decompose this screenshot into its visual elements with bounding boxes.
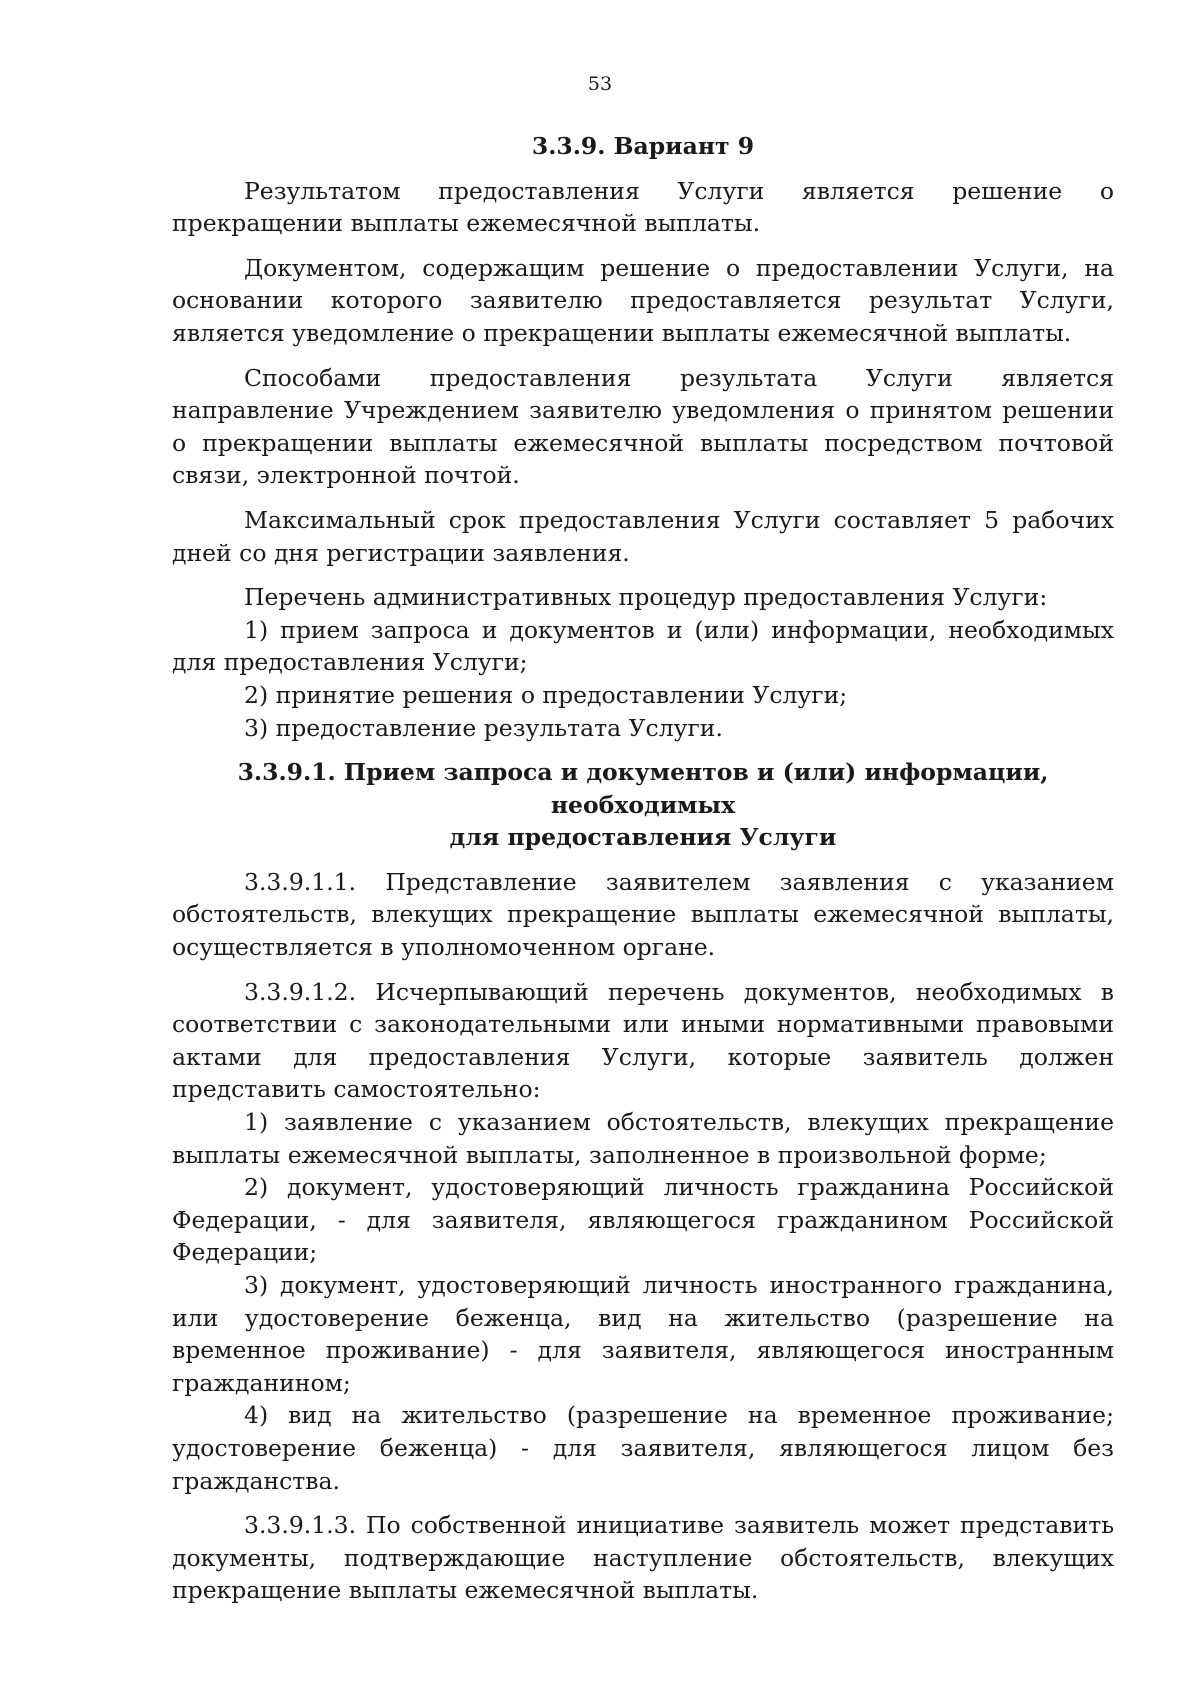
procedures-intro: Перечень административных процедур предоставления Услуги: <box>244 583 1048 612</box>
paragraph-result: Результатом предоставления Услуги является решение о прекращении выплаты ежемесячной выплаты. <box>172 176 1114 238</box>
clause-3-3-9-1-1: 3.3.9.1.1. Представление заявителем заявления с указанием обстоятельств, влекущих прекращение выплаты ежемесячной выплаты, осуществляется в уполномоченном органе. <box>172 867 1114 962</box>
clause-3-3-9-1-3: 3.3.9.1.3. По собственной инициативе заявитель может представить документы, подтверждающие наступление обстоятельств, влекущих прекращение выплаты ежемесячной выплаты. <box>172 1511 1114 1605</box>
paragraph-deadline: Максимальный срок предоставления Услуги составляет 5 рабочих дней со дня регистрации заявления. <box>172 505 1114 567</box>
subsection-heading <box>172 756 1114 854</box>
paragraph-methods: Способами предоставления результата Услуги является направление Учреждением заявителю уведомления о принятом решении о прекращении выплаты ежемесячной выплаты посредством почтовой связи, электронной почтой. <box>172 363 1114 490</box>
document-list-item: 1) заявление с указанием обстоятельств, влекущих прекращение выплаты ежемесячной выплаты, заполненное в произвольной форме; <box>172 1108 1114 1169</box>
procedure-item: 3) предоставление результата Услуги. <box>244 713 723 742</box>
subsection-heading-line1: 3.3.9.1. Прием запроса и документов и (или) информации, необходимых <box>237 758 1049 819</box>
paragraph-document: Документом, содержащим решение о предоставлении Услуги, на основании которого заявителю предоставляется результат Услуги, является уведомление о прекращении выплаты ежемесячной выплаты. <box>172 253 1114 347</box>
document-list-item: 2) документ, удостоверяющий личность гражданина Российской Федерации, - для заявителя, являющегося гражданином Российской Федерации; <box>172 1173 1114 1267</box>
procedure-item: 1) прием запроса и документов и (или) информации, необходимых для предоставления Услуги; <box>172 615 1114 677</box>
document-list-item: 4) вид на жительство (разрешение на временное проживание; удостоверение беженца) - для заявителя, являющегося лицом без гражданства. <box>172 1401 1114 1495</box>
page-number: 53 <box>587 73 613 95</box>
document-body <box>172 130 1114 1619</box>
document-list-item: 3) документ, удостоверяющий личность иностранного гражданина, или удостоверение беженца, вид на жительство (разрешение на временное проживание) - для заявителя, являющегося иностранным гражданином; <box>172 1271 1114 1397</box>
procedure-item: 2) принятие решения о предоставлении Услуги; <box>244 680 848 709</box>
clause-3-3-9-1-2: 3.3.9.1.2. Исчерпывающий перечень документов, необходимых в соответствии с законодательными или иными нормативными правовыми актами для предоставления Услуги, которые заявитель должен представить самостоятельно: <box>172 977 1114 1104</box>
subsection-heading-line2: для предоставления Услуги <box>449 823 837 852</box>
section-heading: 3.3.9. Вариант 9 <box>531 132 755 160</box>
